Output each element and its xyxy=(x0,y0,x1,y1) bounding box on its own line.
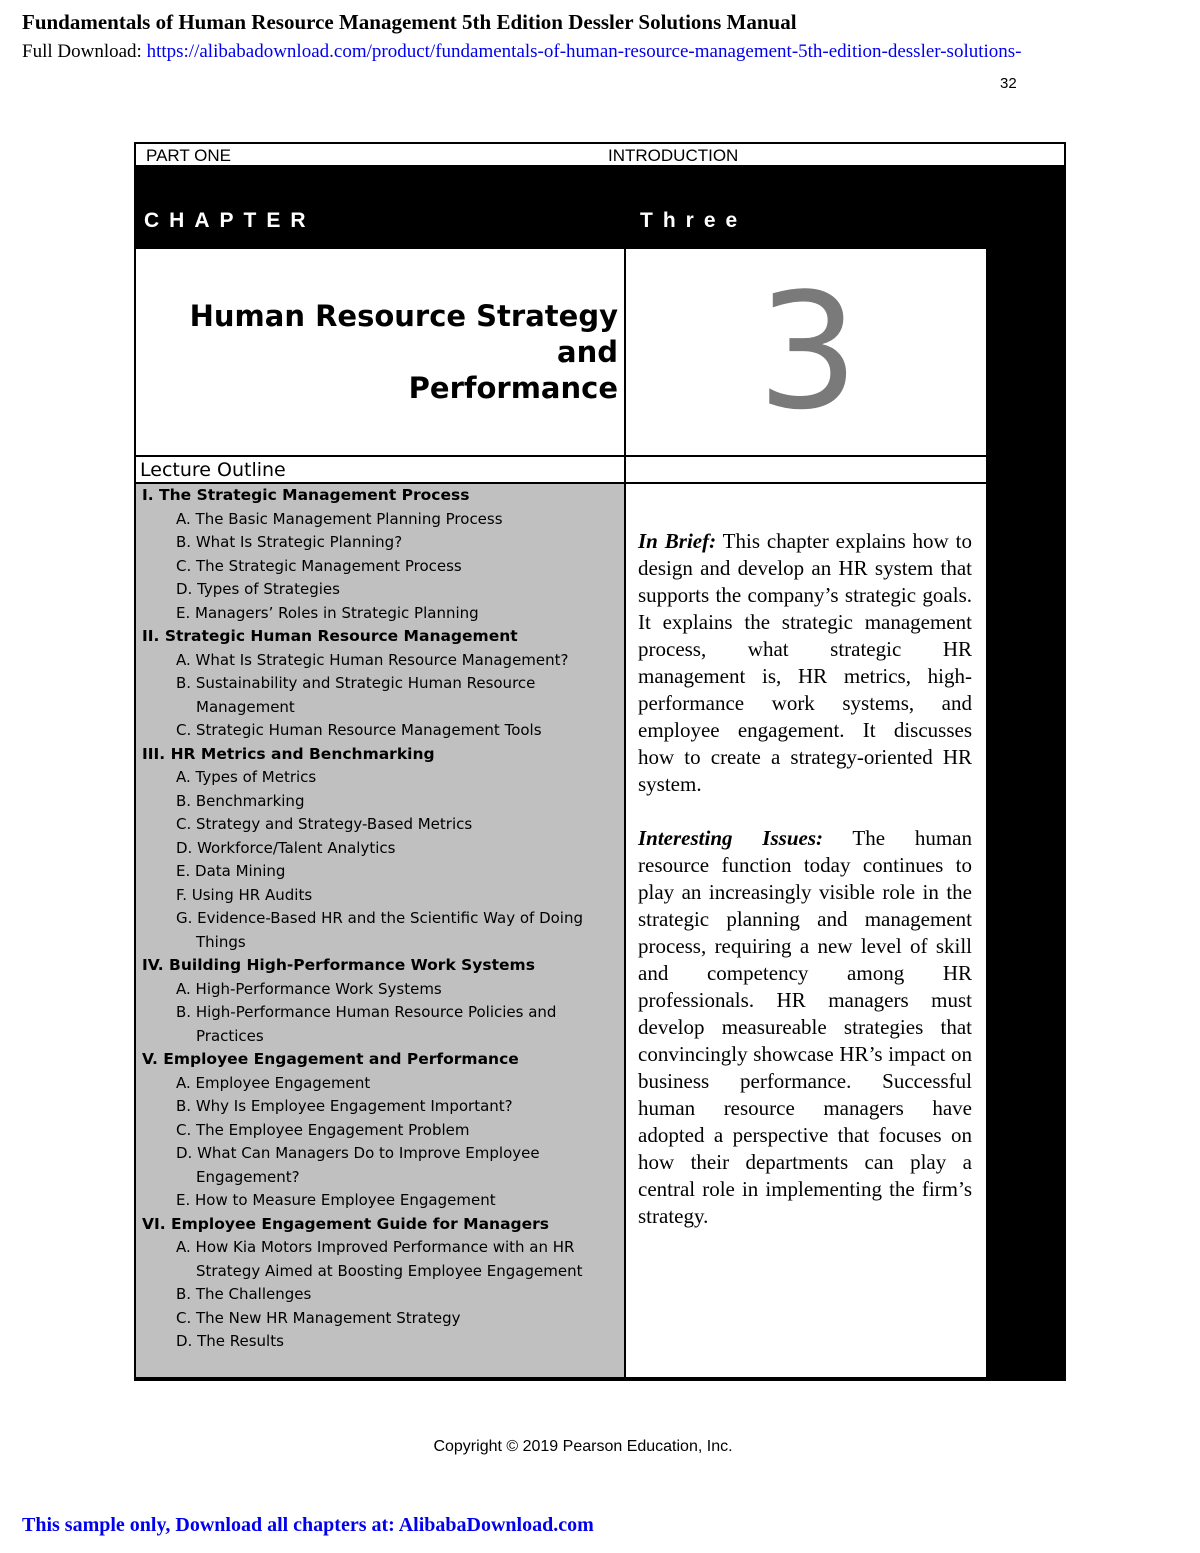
part-name: INTRODUCTION xyxy=(608,146,739,165)
outline-item: E. Managers’ Roles in Strategic Planning xyxy=(176,603,479,622)
document-title: Fundamentals of Human Resource Management 5th Edition Dessler Solutions Manual xyxy=(22,10,797,34)
outline-item: B. Sustainability and Strategic Human Resource Management xyxy=(176,674,536,716)
download-link[interactable]: https://alibabadownload.com/product/fundamentals-of-human-resource-management-5th-edition-dessler-solutions- xyxy=(146,41,1022,62)
issues-label: Interesting Issues: xyxy=(638,826,823,850)
issues-text: The human resource function today continues to play an increasingly visible role in the strategic planning and management process, requiring a new level of skill and competency among HR professionals. HR managers must develop measureable strategies that convincingly showcase HR’s impact on business performance. Successful human resource managers have adopted a perspective that focuses on how their departments can play a central role in implementing the firm’s strategy. xyxy=(638,826,972,1228)
copyright: Copyright © 2019 Pearson Education, Inc. xyxy=(433,1438,733,1455)
chapter-title-line1: Human Resource Strategy and xyxy=(189,299,618,369)
outline-item: E. Data Mining xyxy=(176,862,286,880)
outline-item: B. Why Is Employee Engagement Important? xyxy=(176,1097,513,1115)
outline-item: C. Strategy and Strategy-Based Metrics xyxy=(176,815,473,833)
outline-item: F. Using HR Audits xyxy=(176,885,313,904)
in-brief-paragraph xyxy=(638,528,972,798)
in-brief-label: In Brief: xyxy=(638,529,717,553)
outline-item: C. Strategic Human Resource Management Tools xyxy=(176,721,542,739)
outline-item: D. Workforce/Talent Analytics xyxy=(176,838,396,857)
outline-item: G. Evidence-Based HR and the Scientific Way of Doing Things xyxy=(176,909,583,951)
outline-item: A. How Kia Motors Improved Performance with an HR Strategy Aimed at Boosting Employee Engagement xyxy=(176,1238,583,1280)
chapter-number-box xyxy=(626,249,986,455)
part-label: PART ONE xyxy=(146,146,232,165)
issues-paragraph xyxy=(638,825,972,1230)
outline-item: D. The Results xyxy=(176,1332,284,1350)
outline-item: B. Benchmarking xyxy=(176,791,305,810)
sample-note-link[interactable]: This sample only, Download all chapters at: AlibabaDownload.com xyxy=(22,1514,594,1536)
outline-item: D. What Can Managers Do to Improve Employee Engagement? xyxy=(176,1144,540,1186)
outline-item: B. The Challenges xyxy=(176,1285,312,1303)
brief-text xyxy=(638,528,972,1257)
outline-item: A. Employee Engagement xyxy=(176,1073,371,1092)
outline-item: C. The Employee Engagement Problem xyxy=(176,1120,470,1139)
outline-item: C. The New HR Management Strategy xyxy=(176,1308,461,1327)
chapter-title-box xyxy=(136,249,624,455)
outline-item: A. Types of Metrics xyxy=(176,768,317,786)
chapter-word: Three xyxy=(640,209,748,232)
part-row xyxy=(136,144,1064,165)
outline-item: B. What Is Strategic Planning? xyxy=(176,533,403,551)
outline-item: A. High-Performance Work Systems xyxy=(176,979,442,998)
chapter-banner xyxy=(134,165,1066,249)
outline-item: D. Types of Strategies xyxy=(176,580,340,598)
in-brief-text: This chapter explains how to design and develop an HR system that supports the company’s strategic goals. It explains the strategic management process, what strategic HR management is, HR metrics, high-performance work systems, and employee engagement. It discusses how to create a strategy-oriented HR system. xyxy=(638,529,972,796)
outline-section: I. The Strategic Management Process xyxy=(142,486,470,504)
outline-list xyxy=(136,484,624,1354)
download-line xyxy=(22,41,1200,63)
lecture-outline xyxy=(136,484,624,1377)
download-label: Full Download: xyxy=(22,41,142,62)
lecture-outline-heading xyxy=(136,457,624,482)
lecture-outline-heading-text: Lecture Outline xyxy=(140,459,286,481)
page-number: 32 xyxy=(1000,75,1017,92)
outline-item: A. The Basic Management Planning Process xyxy=(176,509,503,528)
heading-spacer-cell xyxy=(626,457,986,482)
brief-panel xyxy=(626,484,986,1377)
outline-section: IV. Building High-Performance Work Systems xyxy=(142,956,535,974)
outline-item: E. How to Measure Employee Engagement xyxy=(176,1191,496,1209)
outline-section: II. Strategic Human Resource Management xyxy=(142,627,518,645)
chapter-title xyxy=(148,298,618,406)
outline-section: III. HR Metrics and Benchmarking xyxy=(142,744,435,763)
outline-section: VI. Employee Engagement Guide for Managers xyxy=(142,1214,550,1233)
outline-item: A. What Is Strategic Human Resource Management? xyxy=(176,650,569,669)
chapter-frame xyxy=(134,142,1066,1381)
outline-section: V. Employee Engagement and Performance xyxy=(142,1050,519,1068)
outline-item: C. The Strategic Management Process xyxy=(176,556,462,575)
chapter-title-line2: Performance xyxy=(408,371,618,405)
chapter-label: CHAPTER xyxy=(144,209,316,232)
chapter-number: 3 xyxy=(757,258,859,445)
outline-item: B. High-Performance Human Resource Policies and Practices xyxy=(176,1003,557,1045)
